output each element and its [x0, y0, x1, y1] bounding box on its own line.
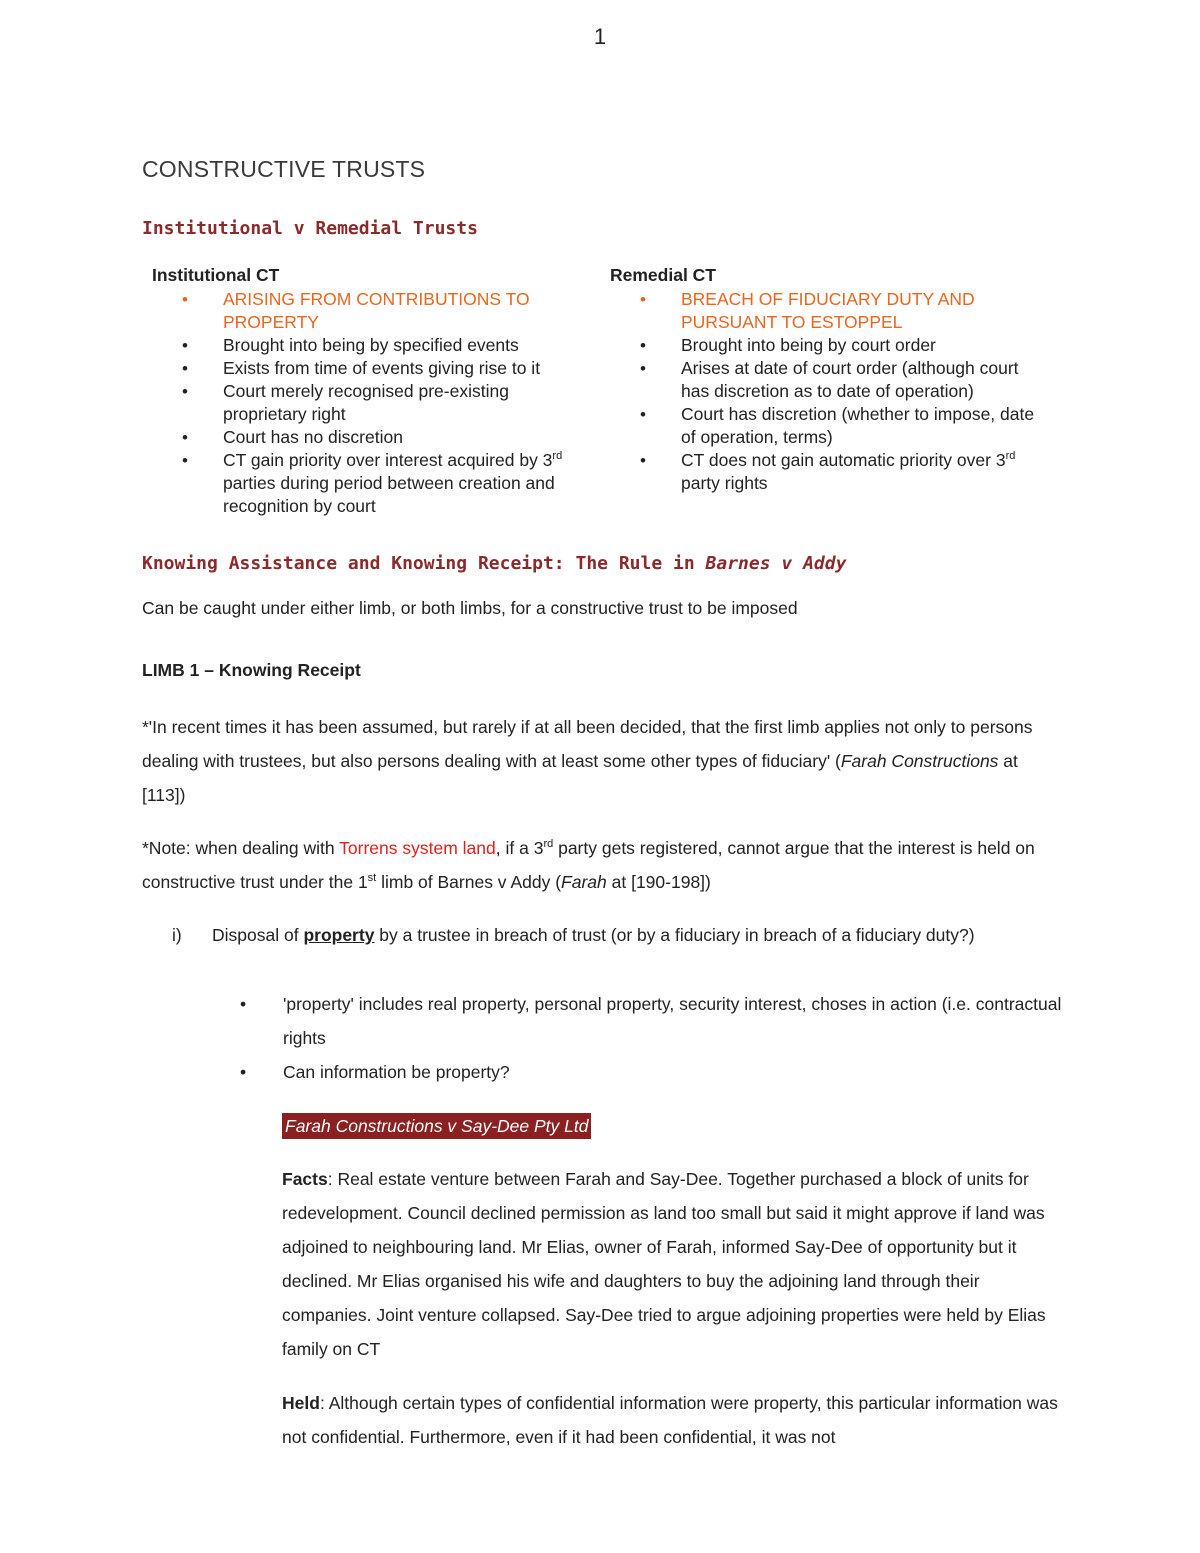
quote-citation: at [113]) [142, 751, 1018, 805]
intro-paragraph: Can be caught under either limb, or both limbs, for a constructive trust to be imposed [142, 598, 798, 618]
list-item: • Court has discretion (whether to impose, date of operation, terms) [610, 403, 1050, 449]
item-text: Disposal of [212, 925, 304, 945]
sub-list-item [240, 987, 1070, 1055]
superscript: rd [543, 838, 554, 851]
item-text: by a trustee in breach of trust (or by a fiduciary in breach of a fiduciary duty?) [374, 925, 975, 945]
facts-text: : Real estate venture between Farah and Say-Dee. Together purchased a block of units for redevelopment. Council declined permission as land too small but said it might approve if land was adjoined to neighbouring land. Mr Elias, owner of Farah, informed Say-Dee of opportunity but it declined. Mr Elias organised his wife and daughters to buy the adjoining land through their companies. Joint venture collapsed. Say-Dee tried to argue adjoining properties were held by Elias family on CT [282, 1169, 1046, 1359]
case-held [282, 1386, 1062, 1454]
list-item-text: CT gain priority over interest acquired by 3 [223, 450, 553, 470]
page-number: 1 [593, 24, 607, 49]
note-text: party gets registered, cannot argue that the interest is held on constructive trust under the 1 [142, 838, 1035, 892]
remedial-ct-heading: Remedial CT [610, 265, 716, 285]
institutional-ct-list [152, 288, 592, 518]
superscript: rd [552, 450, 563, 463]
sub-list-item [240, 1055, 1070, 1089]
note-text: , if a 3 [495, 838, 544, 858]
list-item [152, 449, 592, 518]
underlined-term: property [303, 925, 375, 945]
document-title: CONSTRUCTIVE TRUSTS [142, 156, 426, 182]
list-item-text: party rights [681, 473, 768, 493]
list-item: • Court merely recognised pre-existing proprietary right [152, 380, 592, 426]
case-facts [282, 1162, 1062, 1366]
remedial-ct-column [610, 264, 1050, 495]
institutional-ct-column [152, 264, 592, 518]
torrens-note-paragraph [142, 831, 1067, 899]
superscript: rd [1005, 450, 1016, 463]
list-item: • BREACH OF FIDUCIARY DUTY AND PURSUANT TO ESTOPPEL [610, 288, 1050, 334]
remedial-ct-list [610, 288, 1050, 495]
note-text: at [190-198]) [606, 872, 711, 892]
bullet-icon: • [240, 1062, 247, 1082]
note-highlight: Torrens system land [339, 838, 496, 858]
heading-text: Knowing Assistance and Knowing Receipt: The Rule in [142, 553, 706, 574]
case-title-banner: Farah Constructions v Say-Dee Pty Ltd [282, 1113, 591, 1139]
limb-1-heading: LIMB 1 – Knowing Receipt [142, 660, 361, 680]
list-item: • ARISING FROM CONTRIBUTIONS TO PROPERTY [152, 288, 592, 334]
bullet-icon: • [240, 994, 247, 1014]
superscript: st [367, 872, 377, 885]
note-text: limb of Barnes v Addy ( [376, 872, 562, 892]
sub-item-text: 'property' includes real property, personal property, security interest, choses in action (i.e. contractual rights [283, 994, 1062, 1048]
held-label: Held [282, 1393, 320, 1413]
note-case-name: Farah [561, 872, 607, 892]
sub-item-text: Can information be property? [283, 1062, 510, 1082]
list-item-text: parties during period between creation and recognition by court [223, 473, 555, 516]
item-i-text [212, 918, 1052, 952]
item-i [172, 918, 1052, 952]
quote-paragraph [142, 710, 1062, 812]
facts-label: Facts [282, 1169, 328, 1189]
list-item: • Brought into being by specified events [152, 334, 592, 357]
list-item: • Arises at date of court order (although court has discretion as to date of operation) [610, 357, 1050, 403]
section-heading-institutional-v-remedial: Institutional v Remedial Trusts [142, 218, 478, 239]
list-item: • Court has no discretion [152, 426, 592, 449]
heading-case-name: Barnes v Addy [705, 553, 847, 574]
item-marker: i) [172, 925, 182, 945]
list-item: • Brought into being by court order [610, 334, 1050, 357]
note-text: *Note: when dealing with [142, 838, 340, 858]
list-item-text: CT does not gain automatic priority over 3 [681, 450, 1006, 470]
held-text: : Although certain types of confidential information were property, this particular information was not confidential. Furthermore, even if it had been confidential, it was not [282, 1393, 1058, 1447]
institutional-ct-heading: Institutional CT [152, 265, 280, 285]
section-heading-barnes-v-addy [142, 553, 846, 574]
quote-text: *'In recent times it has been assumed, but rarely if at all been decided, that the first limb applies not only to persons dealing with trustees, but also persons dealing with at least some other types of fiduciary' ( [142, 717, 1033, 771]
list-item [610, 449, 1050, 495]
quote-case-name: Farah Constructions [840, 751, 999, 771]
list-item: • Exists from time of events giving rise to it [152, 357, 592, 380]
